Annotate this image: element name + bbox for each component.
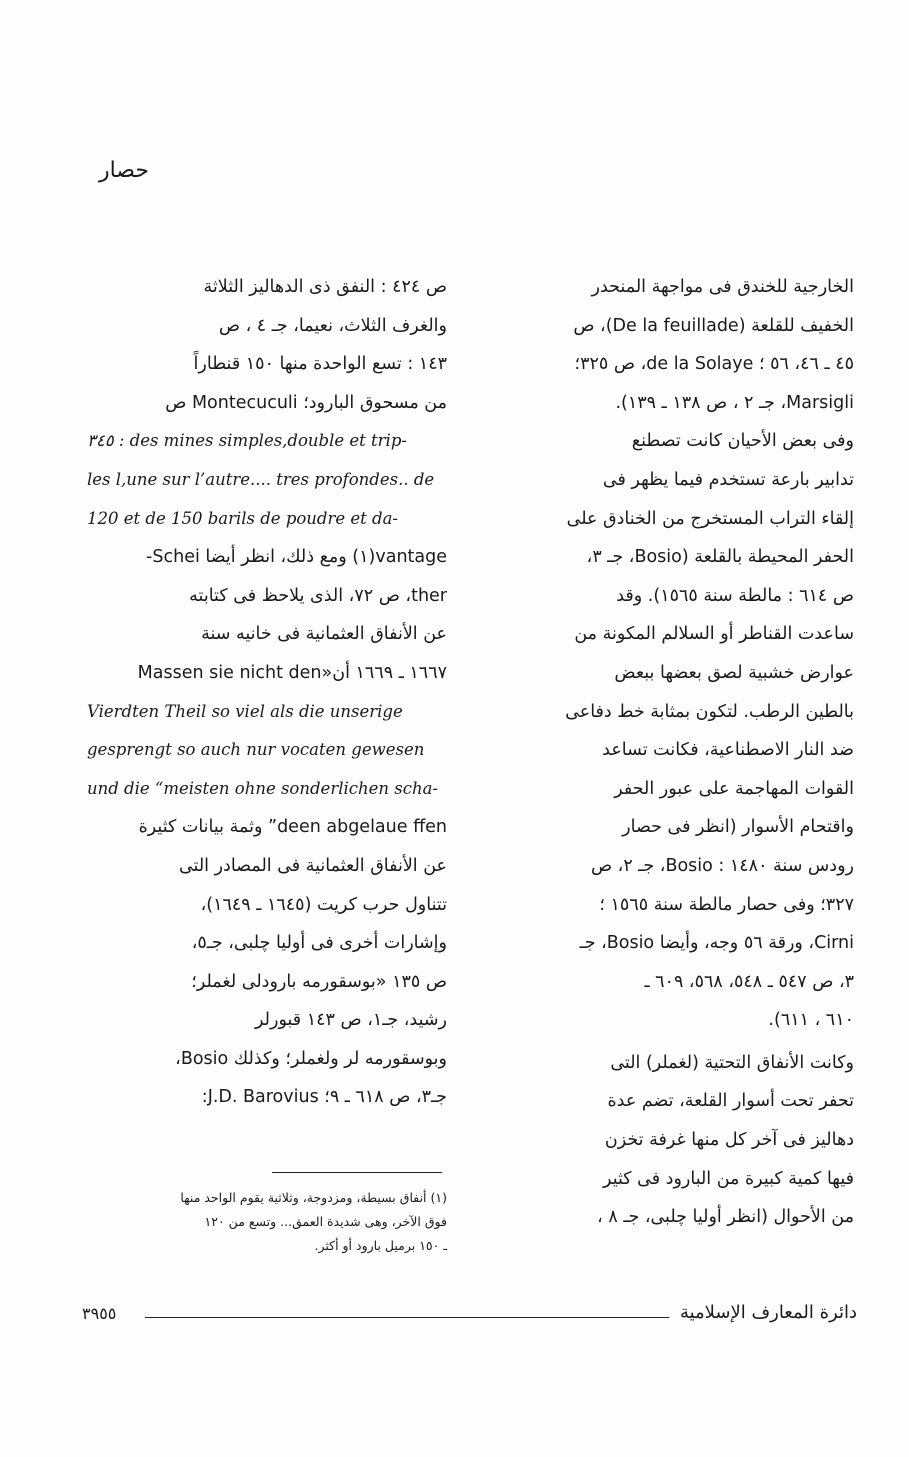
text-line: بالطين الرطب. لتكون بمثابة خط دفاعى — [565, 701, 854, 722]
right-column — [494, 268, 854, 1237]
text-line: والغرف الثلاث، نعيما، جـ ٤ ، ص — [218, 315, 447, 336]
text-line: جـ٣، ص ٦١٨ ـ ٩؛ J.D. Barovius: — [201, 1087, 447, 1108]
text-line: ص ٦١٤ : مالطة سنة ١٥٦٥). وقد — [616, 585, 854, 606]
text-line: vantage(١) ومع ذلك، انظر أيضا Schei- — [146, 547, 447, 568]
text-line-latin: gesprengt so auch nur vocaten gewesen — [87, 740, 425, 760]
footnote-line: ـ ١٥٠ برميل بارود أو أكثر. — [314, 1238, 447, 1253]
text-line: رشيد، جـ١، ص ١٤٣ قبورلر — [255, 1010, 447, 1031]
running-title: حصار — [98, 158, 149, 183]
text-line: Cirni، ورقة ٥٦ وجه، وأيضا Bosio، جـ — [579, 933, 854, 954]
footer-divider — [145, 1317, 669, 1318]
paragraph-2 — [494, 1044, 854, 1237]
page-footer — [0, 1298, 909, 1334]
text-line-latin: 120 et de 150 barils de poudre et da- — [87, 508, 399, 528]
text-line: الخارجية للخندق فى مواجهة المنحدر — [591, 277, 854, 297]
page-number: ٣٩٥٥ — [82, 1304, 117, 1323]
text-line: تتناول حرب كريت (١٦٤٥ ـ ١٦٤٩)، — [200, 894, 447, 915]
text-line: القوات المهاجمة على عبور الحفر — [614, 778, 854, 799]
text-line: ٤٥ ـ ٤٦، ٥٦ ؛ de la Solaye، ص ٣٢٥؛ — [574, 354, 854, 375]
footnote-divider — [272, 1172, 442, 1173]
text-line: ضد النار الاصطناعية، فكانت تساعد — [602, 740, 854, 761]
text-line: ١٤٣ : تسع الواحدة منها ١٥٠ قنطاراً — [193, 354, 447, 375]
text-line: الحفر المحيطة بالقلعة (Bosio، جـ ٣، — [586, 547, 854, 568]
text-line: ١٦٦٧ ـ ١٦٦٩ أن«Massen sie nicht den — [137, 662, 447, 683]
text-line: Marsigli، جـ ٢ ، ص ١٣٨ ـ ١٣٩). — [615, 392, 854, 413]
text-line: ساعدت القناطر أو السلالم المكونة من — [574, 624, 854, 645]
text-line: تدابير بارعة تستخدم فيما يظهر فى — [602, 469, 854, 490]
text-line: وإشارات أخرى فى أوليا چلبى، جـ٥، — [191, 933, 447, 954]
text-line: عن الأنفاق العثمانية فى المصادر التى — [178, 855, 447, 876]
text-line: تحفر تحت أسوار القلعة، تضم عدة — [607, 1091, 854, 1112]
text-line: الخفيف للقلعة (De la feuillade)، ص — [573, 315, 854, 336]
text-line-latin: ٣٤٥ : des mines simples,double et trip- — [87, 431, 407, 451]
text-line: ٦١٠ ، ٦١١). — [768, 1010, 854, 1031]
text-line: عوارض خشبية لصق بعضها ببعض — [614, 662, 854, 683]
text-line: فيها كمية كبيرة من البارود فى كثير — [603, 1168, 854, 1189]
paragraph-1 — [494, 268, 854, 1040]
text-line: عن الأنفاق العثمانية فى خانيه سنة — [201, 624, 447, 645]
paragraph-3 — [87, 268, 447, 1117]
text-line: ٣٢٧؛ وفى حصار مالطة سنة ١٥٦٥ ؛ — [599, 894, 854, 915]
text-line: ٣، ص ٥٤٧ ـ ٥٤٨، ٥٦٨، ٦٠٩ ـ — [644, 971, 854, 992]
text-line: من الأحوال (انظر أوليا چلبى، جـ ٨ ، — [597, 1207, 854, 1228]
text-line: إلقاء التراب المستخرج من الخنادق على — [566, 508, 854, 529]
text-line-latin: und die “meisten ohne sonderlichen scha- — [87, 778, 439, 798]
text-line: وفى بعض الأحيان كانت تصطنع — [631, 431, 854, 452]
text-line: من مسحوق البارود؛ Montecuculi ص — [165, 392, 447, 413]
text-line-latin: Vierdten Theil so viel als die unserige — [87, 701, 403, 721]
text-line: وكانت الأنفاق التحتية (لغملر) التى — [610, 1052, 854, 1073]
text-line: وبوسقورمه لر ولغملر؛ وكذلك Bosio، — [175, 1048, 447, 1069]
footnote — [87, 1186, 447, 1258]
footnote-line: (١) أنفاق بسيطة، ومزدوجة، وثلاثية يقوم الواحد منها — [180, 1190, 447, 1205]
text-line-latin: les l,une sur l’autre.... tres profondes.. de — [87, 469, 435, 489]
left-column — [87, 268, 447, 1117]
footnote-line: فوق الآخر، وهى شديدة العمق... وتسع من ١٢٠ — [204, 1214, 447, 1229]
text-line: رودس سنة ١٤٨٠ : Bosio، جـ ٢، ص — [590, 855, 854, 876]
text-line: واقتحام الأسوار (انظر فى حصار — [622, 817, 854, 838]
text-line: deen abgelaue ffen” وثمة بيانات كثيرة — [138, 817, 447, 838]
text-line: ther، ص ٧٢، الذى يلاحظ فى كتابته — [189, 585, 447, 606]
text-line: دهاليز فى آخر كل منها غرفة تخزن — [604, 1130, 854, 1151]
text-line: ص ٤٢٤ : النفق ذى الدهاليز الثلاثة — [203, 277, 447, 297]
journal-name: دائرة المعارف الإسلامية — [679, 1302, 857, 1323]
text-line: ص ١٣٥ «بوسقورمه بارودلى لغملر؛ — [191, 971, 447, 992]
